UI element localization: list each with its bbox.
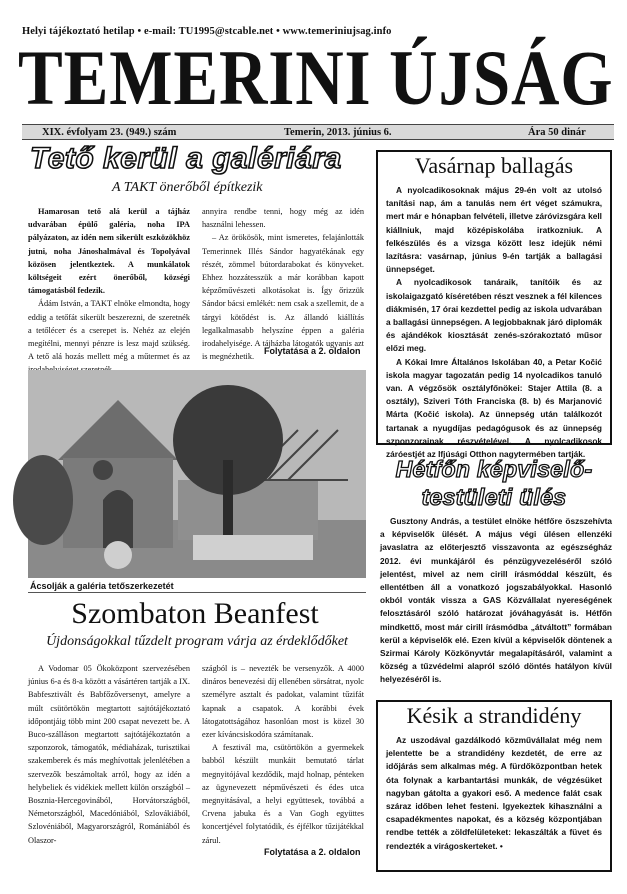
article5-box	[376, 700, 612, 872]
photo-caption: Ácsolják a galéria tetőszerkezetét	[30, 581, 174, 591]
article2-headline: Szombaton Beanfest	[71, 597, 319, 630]
article3-paragraph: A nyolcadikosok tanáraik, tanítóik és az iskolaigazgató kíséretében részt vesznek a fél kilences diákmisén, 17 órai kezdettel pedig az iskola udvarában a ballagási ünnepségen. A legjobbaknak járó diplomák és ajándékok kiosztását zenés-szórakoztató műsor előzi meg.	[386, 277, 602, 354]
divider	[28, 592, 366, 593]
article5-paragraph: Az uszodával gazdálkodó közművállalat még nem jelentette be a strandidény kezdetét, de erre az időjárás sem alkalmas még. A fürdőközpontban hetek óta folynak a karbantartási munkák, de végzésüket nagyban gátolta a gyakori eső. A medence falát csak száraz időben lehet festeni. Igyekeztek kihasználni a csapadékmentes napokat, és a község központjában rendbe tették a zöldfelületeket: lekaszálták a füvet és rendezték a virágoskerteket. •	[386, 735, 602, 851]
article1-paragraph: – Az örökösök, mint ismeretes, felajánlották Temerinnek Illés Sándor hagyatékának egy részét, zömmel bútordarabokat és könyveket. Ehhez hozzátesszük a már korábban kapott képzőművészeti alkotásokat is. Így őrizzük Sándor bácsi emlékét: nem csak a szellemit, de a tárgyi kötődést is. Az állandó kiállítás legalkalmasabb helyszíne éppen a galéria irodahelyisége. A tájházba látogatók ugyanis azt is megnézhetik.	[202, 233, 364, 362]
article3-body	[378, 184, 610, 460]
issue-info-bar	[22, 124, 614, 140]
article1-paragraph: Ádám István, a TAKT elnöke elmondta, hogy eddig a tetőfát sikerült beszerezni, de szeretnék a tetőléceт és a cserepet is. Nehéz az elején megítélni, mennyi pénzre is lesz majd szükség. A tető alá hozás mellett még a műtermet és az	[28, 299, 190, 362]
issue-price: Ára 50 dinár	[528, 127, 586, 138]
article2-subtitle: Újdonságokkal tűzdelt program várja az érdeklődőket	[46, 634, 348, 649]
issue-volume: XIX. évfolyam 23. (949.) szám	[42, 127, 177, 138]
article4-paragraph: Gusztony András, a testület elnöke hétfőre öszszehívta a képviselők ülését. A május végi ülésen ellenzéki javaslatra az előterjesztő visszavonta az egészségház 2012. évi munkájáról és pénzügyvezeléséről szóló jelentést, mivel az nem cirill írásmóddal készült, és ellentétben áll a vonatkozó jogszabályokkal. Hasonló okból vonták vissza a GAS Közvállalat nyereségének felosztásáról szóló határozat jóváhagyását is. Hétfőn mindkettő, most már cirill írásmódba „átváltott” formában kerül a képviselők elé. Ezen kívül a képviselők döntenek a Szirmai Károly Közkönyvtár megalapításáról, valamint a község a tűzvédelmi alapról szóló döntés hatályon kívül helyezéséről is.	[380, 516, 612, 685]
gallery-construction-photo	[28, 370, 366, 578]
newspaper-title: TEMERINI ÚJSÁG	[18, 34, 614, 121]
article5-headline: Késik a strandidény	[406, 703, 582, 728]
article4-headline: Hétfőn képviselő-testületi ülés	[395, 456, 593, 510]
article2-column-2	[202, 662, 364, 848]
article2-continued: Folytatása a 2. oldalon	[264, 847, 361, 857]
header-topline: Helyi tájékoztató hetilap • e-mail: TU1995@stcable.net • www.temeriniujsag.info	[22, 26, 392, 37]
article3-paragraph: A nyolcadikosoknak május 29-én volt az utolsó tanítási nap, ám a tanulás nem ért véget számukra, mert már e hónapban felvételi, illetve záróvizsgára kell kiállniuk, majd középiskolába iratkozniuk. A felkészülés és a vizsga között lesz idejük némi lazításra: vasárnap, június 9-én tartják a ballagási ünnepséget.	[386, 185, 602, 275]
article1-continued: Folytatása a 2. oldalon	[264, 346, 361, 356]
article4-body	[380, 515, 612, 690]
article3-box	[376, 150, 612, 460]
article1-subtitle: A TAKT önerőből építkezik	[112, 180, 263, 195]
article2-paragraph: A Vodomar 05 Ökoközpont szervezésében június 6-a és 8-a között a vásártéren tartják a IX. Babfesztivált és Babfőzőversenyt, amelyre a múlt csütörtökön megtartott sajtótájékoztató időpontjáig több mint 200 csapat nevezett be. A Buco-szálláson megtartott sajtótájékoztatón a szponzorok, támogatók, médiaházak, turisztikai szakemberek és más meghívottak jelenlétében a szervezők beszámoltak arról, hogy az idén a helybeliek és vidékiek mellett külön országból – Bosznia-Hercegovinából, Horvátországból, Németországból, Macedóniából, Szlovákiából, Szlovéniából, Magyarországról, Romániából és Olaszor-	[28, 664, 190, 845]
article2-column-1	[28, 662, 190, 878]
article1-headline: Tető kerül a galériára	[30, 142, 342, 175]
article1-lead: Hamarosan tető alá kerül a tájház udvarában épülő galéria, noha IPA pályázaton, az idén nem sikerült eszközökhöz jutni, noha Jánoshalmával és Topolyával közösen jelentkeztek. A munkálatok költségeit ezért önerőből, községi támogatásból fedezik.	[28, 207, 190, 296]
article1-paragraph: annyira rendbe tenni, hogy még az idén használni lehessen.	[202, 207, 364, 230]
article5-body	[378, 734, 610, 868]
article3-headline: Vasárnap ballagás	[414, 153, 574, 178]
article2-paragraph: szágból is – nevezték be versenyzők. A 4000 dináros benevezési díj ellenében sörsátrat, nyolc személyre asztalt és padokat, valamint tűzifát kapnak a csapatok. A korábbi évek látogatottságához hasonlóan most is közel 30 ezer kíváncsiskodóra számítanak.	[202, 664, 364, 740]
article1-column-1	[28, 205, 190, 365]
article2-paragraph: A fesztivál ma, csütörtökön a gyermekek babból készült munkáit bemutató tárlat megnyitójával kezdődik, majd holnap, pénteken az ügynevezett népművészeti és édes utca megnyitásával, a helyi együttesek, továbbá a Crvena jabuka és a Van Gogh együttes koncertjével folytatódik, és éjfélkor tűzijátékkal zárul.	[202, 743, 364, 845]
issue-date: Temerin, 2013. június 6.	[284, 127, 392, 138]
photo-illustration	[28, 370, 366, 578]
article3-paragraph: A Kókai Imre Általános Iskolában 40, a Petar Kočić iskola magyar tagozatán pedig 14 nyolcadikos tanuló van. A végzősök osztályfőnökei: Stajer Attila (8. a osztály), Sziveri Tóth Franciska (8. b) és Marjanović Márta (Kočić iskola). Az ünnepség után találkozót tartanak a nyugdíjas pedagógusok és az ünnepség szponzorainak részvételével. A nyolcadikosok záróestjét az Ifjúsági Otthon nagytermében tartják.	[386, 356, 602, 460]
